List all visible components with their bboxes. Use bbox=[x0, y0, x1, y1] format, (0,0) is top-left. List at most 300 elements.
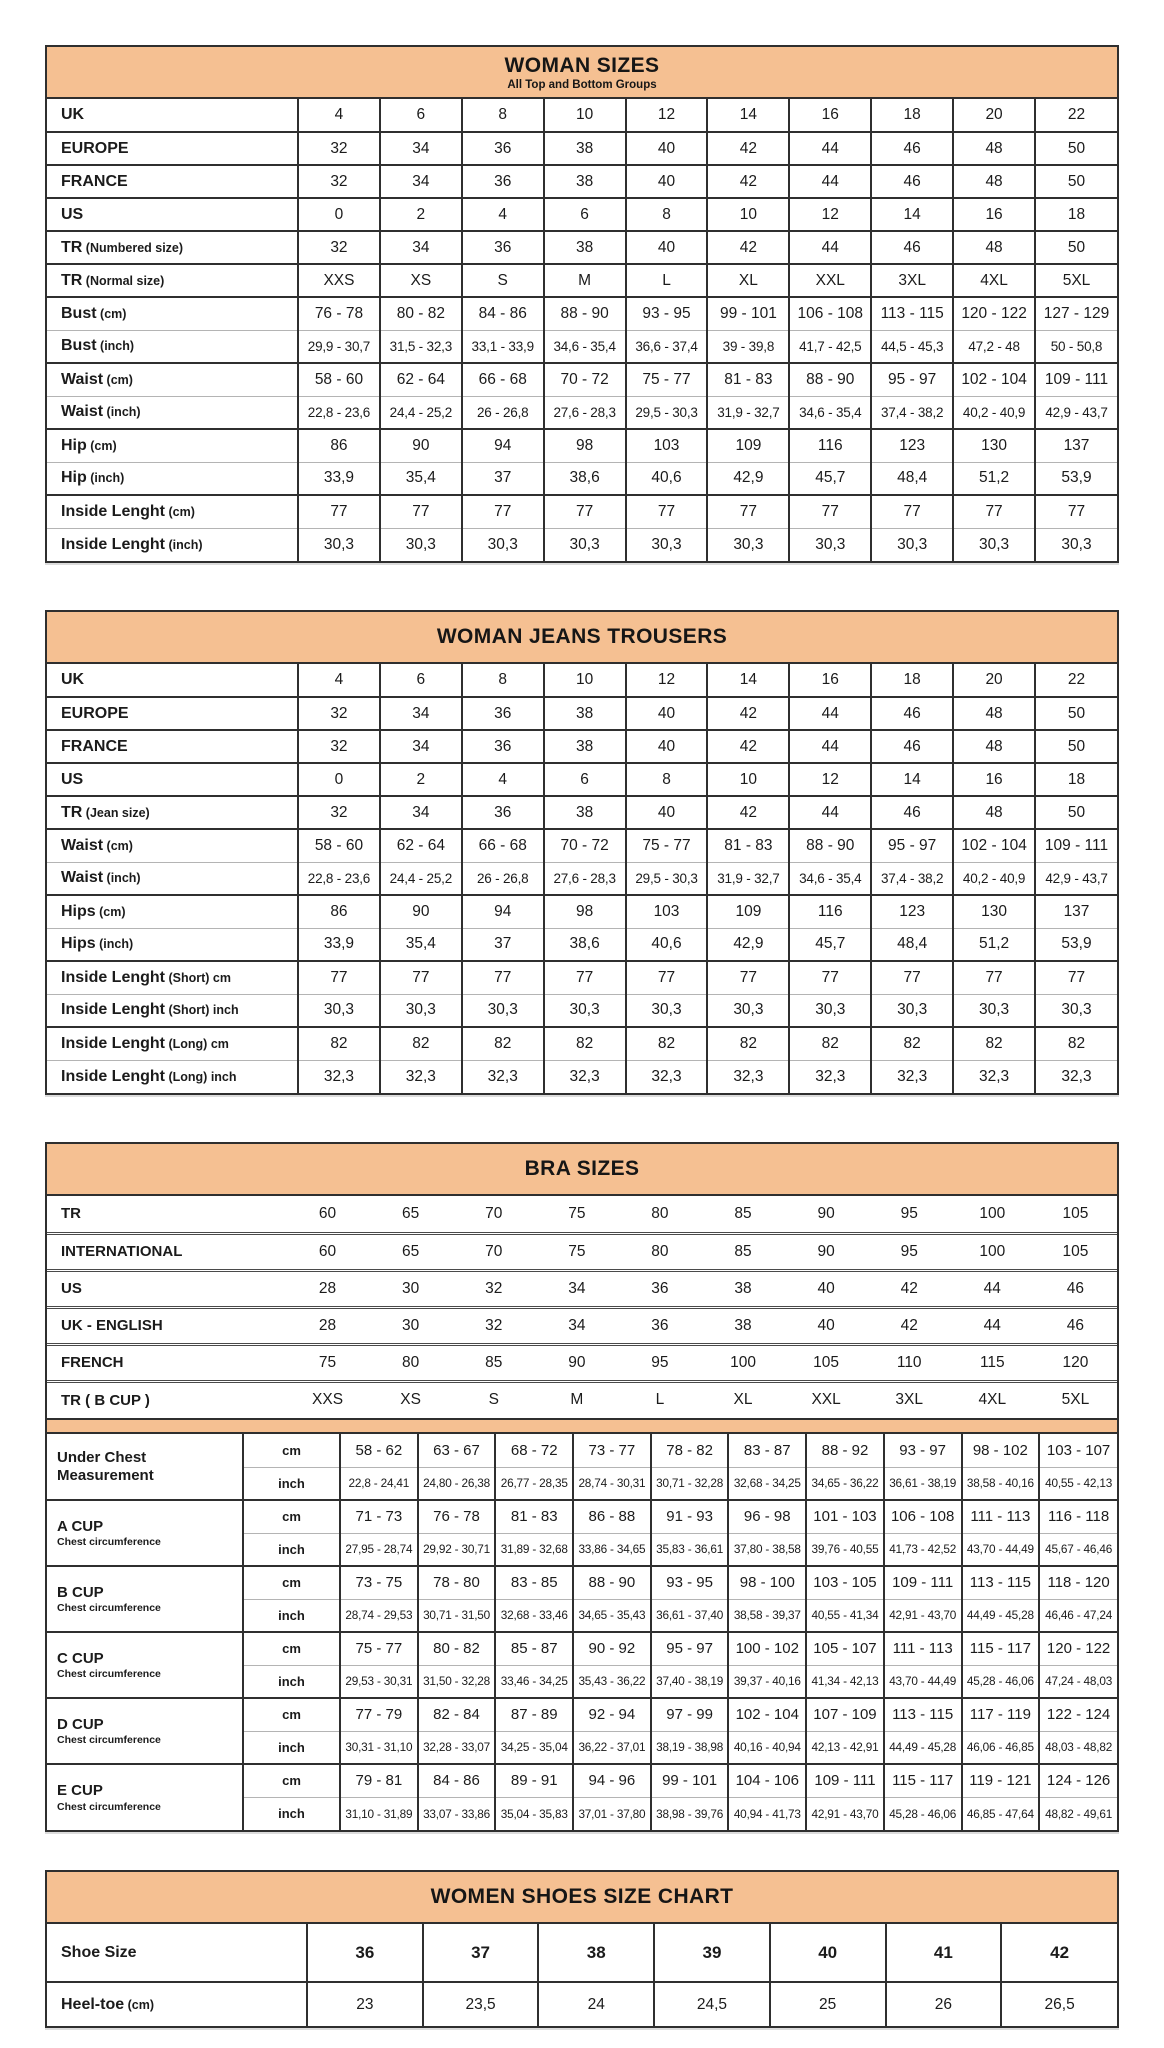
size-cell: XXS bbox=[298, 264, 380, 297]
size-cell: 98 bbox=[544, 429, 626, 462]
table-row bbox=[47, 763, 1117, 796]
size-cell: 44 bbox=[951, 1270, 1034, 1307]
size-cell: 18 bbox=[1035, 763, 1117, 796]
size-cell: 95 - 97 bbox=[871, 363, 953, 396]
women-shoes-grid bbox=[47, 1924, 1117, 2026]
size-cell: 2 bbox=[380, 763, 462, 796]
size-cell: 30,3 bbox=[707, 528, 789, 561]
size-cell: 77 bbox=[462, 495, 544, 528]
size-cell: 8 bbox=[462, 664, 544, 697]
size-cell: 95 bbox=[900, 1204, 918, 1222]
unit-label-cm: cm bbox=[243, 1500, 340, 1533]
size-cell: 41,34 - 42,13 bbox=[806, 1665, 884, 1698]
size-cell: 77 bbox=[707, 961, 789, 994]
table-row bbox=[47, 1270, 1117, 1307]
size-cell: 18 bbox=[1035, 198, 1117, 231]
size-cell: 34 bbox=[380, 730, 462, 763]
size-cell: 36,6 - 37,4 bbox=[626, 330, 708, 363]
row-label-main: UK bbox=[61, 106, 85, 123]
size-cell: 77 bbox=[626, 495, 708, 528]
size-cell: 42 bbox=[707, 132, 789, 165]
size-cell: 30,3 bbox=[789, 994, 871, 1027]
size-cell: 109 bbox=[707, 895, 789, 928]
row-label-sub: (Short) cm bbox=[165, 970, 231, 985]
size-cell: 103 - 107 bbox=[1039, 1434, 1117, 1467]
size-cell: 105 bbox=[1034, 1233, 1117, 1270]
table-row bbox=[47, 928, 1117, 961]
size-cell: 77 bbox=[626, 961, 708, 994]
table-title: WOMAN SIZES bbox=[504, 54, 660, 77]
size-cell: 70 bbox=[485, 1204, 503, 1222]
size-cell: 76 - 78 bbox=[418, 1500, 496, 1533]
size-cell: 62 - 64 bbox=[380, 363, 462, 396]
size-cell: 30,31 - 31,10 bbox=[340, 1731, 418, 1764]
size-cell: 10 bbox=[544, 664, 626, 697]
table-row bbox=[47, 396, 1117, 429]
size-cell: 24,4 - 25,2 bbox=[380, 862, 462, 895]
size-cell: XS bbox=[380, 264, 462, 297]
size-cell: 82 - 84 bbox=[418, 1698, 496, 1731]
size-cell: 32 bbox=[298, 730, 380, 763]
size-cell: 24,5 bbox=[654, 1982, 770, 2026]
size-cell: 75 - 77 bbox=[340, 1632, 418, 1665]
size-cell: 123 bbox=[871, 429, 953, 462]
table-row bbox=[47, 462, 1117, 495]
size-cell: 33,86 - 34,65 bbox=[573, 1533, 651, 1566]
size-cell: 92 - 94 bbox=[573, 1698, 651, 1731]
table-row bbox=[47, 829, 1117, 862]
unit-label-cm: cm bbox=[243, 1632, 340, 1665]
size-cell: 88 - 90 bbox=[789, 829, 871, 862]
size-cell: 116 - 118 bbox=[1039, 1500, 1117, 1533]
size-cell: 109 - 111 bbox=[806, 1764, 884, 1797]
size-cell: 30,3 bbox=[626, 528, 708, 561]
row-label-main: TR bbox=[61, 238, 83, 256]
size-cell: 0 bbox=[298, 198, 380, 231]
size-cell: 38,58 - 39,37 bbox=[728, 1599, 806, 1632]
size-cell: 26 bbox=[886, 1982, 1002, 2026]
table-row bbox=[47, 796, 1117, 829]
size-cell: 28 bbox=[286, 1270, 369, 1307]
size-cell: 58 - 60 bbox=[298, 363, 380, 396]
size-cell: 38 bbox=[701, 1270, 784, 1307]
size-cell: 28,74 - 29,53 bbox=[340, 1599, 418, 1632]
size-cell: 38 bbox=[544, 697, 626, 730]
size-cell: 80 - 82 bbox=[418, 1632, 496, 1665]
table-row bbox=[47, 1566, 1117, 1599]
size-cell: 25 bbox=[770, 1982, 886, 2026]
row-label bbox=[47, 829, 298, 862]
size-cell: 68 - 72 bbox=[495, 1434, 573, 1467]
cup-label-main: C CUP bbox=[57, 1649, 104, 1667]
size-cell: 105 bbox=[785, 1344, 868, 1381]
size-cell: 40,94 - 41,73 bbox=[728, 1797, 806, 1830]
size-cell: 36 bbox=[462, 730, 544, 763]
size-cell: 6 bbox=[544, 763, 626, 796]
size-cell: 28,74 - 30,31 bbox=[573, 1467, 651, 1500]
row-label bbox=[47, 231, 298, 264]
size-cell: 4 bbox=[462, 763, 544, 796]
size-cell: 45,7 bbox=[789, 462, 871, 495]
size-cell: 40 bbox=[785, 1270, 868, 1307]
size-cell: 113 - 115 bbox=[884, 1698, 962, 1731]
size-cell: 33,9 bbox=[298, 928, 380, 961]
table-row bbox=[47, 1381, 1117, 1418]
peach-divider bbox=[47, 1418, 1117, 1434]
size-cell: 100 bbox=[701, 1344, 784, 1381]
size-cell: 48,4 bbox=[871, 462, 953, 495]
size-cell: 33,1 - 33,9 bbox=[462, 330, 544, 363]
size-cell: 44 bbox=[951, 1307, 1034, 1344]
size-cell: 77 bbox=[544, 495, 626, 528]
size-cell: 77 bbox=[871, 961, 953, 994]
size-cell: 50 bbox=[1035, 730, 1117, 763]
size-cell: 34 bbox=[535, 1307, 618, 1344]
row-label-main: Shoe Size bbox=[61, 1943, 137, 1961]
size-cell: 116 bbox=[789, 429, 871, 462]
table-row bbox=[47, 1764, 1117, 1797]
cup-label bbox=[47, 1764, 243, 1830]
size-cell: 102 - 104 bbox=[953, 829, 1035, 862]
size-cell: 10 bbox=[707, 198, 789, 231]
size-cell: 75 - 77 bbox=[626, 363, 708, 396]
size-cell: 30,3 bbox=[544, 994, 626, 1027]
size-cell: 45,67 - 46,46 bbox=[1039, 1533, 1117, 1566]
size-cell: 111 - 113 bbox=[962, 1500, 1040, 1533]
row-label bbox=[47, 1982, 307, 2026]
row-label-main: TR bbox=[61, 271, 83, 289]
size-cell: 32,3 bbox=[626, 1060, 708, 1093]
size-cell: 66 - 68 bbox=[462, 829, 544, 862]
women-shoes-header bbox=[47, 1872, 1117, 1924]
size-cell: L bbox=[618, 1381, 701, 1418]
size-cell: 30,3 bbox=[707, 994, 789, 1027]
size-cell: 50 bbox=[1035, 165, 1117, 198]
size-cell: 31,9 - 32,7 bbox=[707, 396, 789, 429]
size-cell: 36 bbox=[618, 1307, 701, 1344]
size-cell: 42,9 bbox=[707, 462, 789, 495]
table-row bbox=[47, 330, 1117, 363]
size-cell: 81 - 83 bbox=[707, 363, 789, 396]
size-cell: 37,01 - 37,80 bbox=[573, 1797, 651, 1830]
size-cell: 48 bbox=[953, 165, 1035, 198]
size-cell: 60 bbox=[286, 1233, 369, 1270]
woman-jeans-header bbox=[47, 612, 1117, 664]
size-cell: 94 bbox=[462, 429, 544, 462]
size-cell: 82 bbox=[707, 1027, 789, 1060]
size-cell: 98 - 102 bbox=[962, 1434, 1040, 1467]
size-cell: 115 - 117 bbox=[884, 1764, 962, 1797]
size-cell: 77 bbox=[380, 495, 462, 528]
table-row bbox=[47, 429, 1117, 462]
size-cell: 44,49 - 45,28 bbox=[962, 1599, 1040, 1632]
size-cell: 46 bbox=[871, 796, 953, 829]
size-cell: 45,28 - 46,06 bbox=[884, 1797, 962, 1830]
size-cell: 20 bbox=[953, 664, 1035, 697]
table-row bbox=[47, 664, 1117, 697]
size-cell: 46 bbox=[871, 165, 953, 198]
table-title: WOMAN JEANS TROUSERS bbox=[436, 625, 728, 648]
size-cell: 62 - 64 bbox=[380, 829, 462, 862]
size-cell: 86 - 88 bbox=[573, 1500, 651, 1533]
size-cell: 109 - 111 bbox=[884, 1566, 962, 1599]
size-cell: 48,82 - 49,61 bbox=[1039, 1797, 1117, 1830]
size-cell: 53,9 bbox=[1035, 928, 1117, 961]
size-cell: 90 bbox=[380, 895, 462, 928]
size-cell: 30 bbox=[369, 1307, 452, 1344]
table-row bbox=[47, 297, 1117, 330]
size-cell: 38 bbox=[544, 132, 626, 165]
size-cell: 14 bbox=[871, 763, 953, 796]
size-cell: 82 bbox=[544, 1027, 626, 1060]
size-cell: 75 bbox=[286, 1344, 369, 1381]
size-cell: 83 - 85 bbox=[495, 1566, 573, 1599]
size-cell: 104 - 106 bbox=[728, 1764, 806, 1797]
size-cell: 12 bbox=[626, 664, 708, 697]
woman-sizes-header bbox=[47, 47, 1117, 99]
size-cell: 95 - 97 bbox=[871, 829, 953, 862]
size-cell: 32 bbox=[298, 697, 380, 730]
size-cell: 32,3 bbox=[953, 1060, 1035, 1093]
size-cell: 42,13 - 42,91 bbox=[806, 1731, 884, 1764]
size-cell: 27,6 - 28,3 bbox=[544, 396, 626, 429]
size-cell: 16 bbox=[789, 664, 871, 697]
size-cell: 34,65 - 36,22 bbox=[806, 1467, 884, 1500]
row-label bbox=[47, 297, 298, 330]
unit-label-inch: inch bbox=[243, 1665, 340, 1698]
size-cell: 103 bbox=[626, 429, 708, 462]
table-row bbox=[47, 1233, 1117, 1270]
size-cell: 35,4 bbox=[380, 462, 462, 495]
size-cell: 47,2 - 48 bbox=[953, 330, 1035, 363]
size-cell: 38 bbox=[544, 796, 626, 829]
row-label-main: Bust bbox=[61, 337, 97, 355]
size-cell: 80 - 82 bbox=[380, 297, 462, 330]
row-label-main: US bbox=[61, 205, 84, 223]
size-cell: 48 bbox=[953, 796, 1035, 829]
size-cell: 30,3 bbox=[544, 528, 626, 561]
size-cell: 32,3 bbox=[789, 1060, 871, 1093]
size-cell: 116 bbox=[789, 895, 871, 928]
size-cell: 32,3 bbox=[380, 1060, 462, 1093]
size-cell: 103 - 105 bbox=[806, 1566, 884, 1599]
size-cell: 40,6 bbox=[626, 462, 708, 495]
row-label-sub: (cm) bbox=[95, 904, 126, 919]
size-cell: 38 bbox=[701, 1307, 784, 1344]
size-cell: 40 bbox=[626, 730, 708, 763]
size-cell: 90 bbox=[817, 1204, 835, 1222]
size-cell: 22 bbox=[1035, 664, 1117, 697]
row-label-sub: (inch) bbox=[86, 471, 125, 486]
unit-label-cm: cm bbox=[243, 1566, 340, 1599]
size-cell: 109 bbox=[707, 429, 789, 462]
size-cell: 32 bbox=[298, 231, 380, 264]
size-cell: 42 bbox=[707, 730, 789, 763]
size-cell: 29,9 - 30,7 bbox=[298, 330, 380, 363]
size-cell: 127 - 129 bbox=[1035, 297, 1117, 330]
size-cell: 40,55 - 41,34 bbox=[806, 1599, 884, 1632]
size-cell: 44,49 - 45,28 bbox=[884, 1731, 962, 1764]
size-cell: 77 bbox=[953, 961, 1035, 994]
size-cell: 34,65 - 35,43 bbox=[573, 1599, 651, 1632]
size-cell: 42,9 - 43,7 bbox=[1035, 396, 1117, 429]
size-cell: 78 - 82 bbox=[651, 1434, 729, 1467]
size-cell: XS bbox=[369, 1381, 452, 1418]
cup-label-main: B CUP bbox=[57, 1583, 104, 1601]
size-cell: 34 bbox=[380, 132, 462, 165]
size-cell: 103 bbox=[626, 895, 708, 928]
size-cell: 63 - 67 bbox=[418, 1434, 496, 1467]
size-cell: 42,91 - 43,70 bbox=[884, 1599, 962, 1632]
size-cell: 48,03 - 48,82 bbox=[1039, 1731, 1117, 1764]
size-cell: 40 bbox=[785, 1307, 868, 1344]
size-cell: 23 bbox=[307, 1982, 423, 2026]
size-cell: 77 bbox=[871, 495, 953, 528]
cup-label-sub: Chest circumference bbox=[57, 1602, 161, 1615]
size-cell: 5XL bbox=[1034, 1381, 1117, 1418]
row-label-main: Inside Lenght bbox=[61, 1001, 165, 1019]
row-label: INTERNATIONAL bbox=[47, 1233, 286, 1270]
size-cell: 41 bbox=[886, 1924, 1002, 1982]
size-cell: 36,61 - 38,19 bbox=[884, 1467, 962, 1500]
size-cell: 76 - 78 bbox=[298, 297, 380, 330]
size-cell: 95 bbox=[868, 1233, 951, 1270]
size-cell: 37 bbox=[423, 1924, 539, 1982]
table-row bbox=[47, 1434, 1117, 1467]
cup-label bbox=[47, 1500, 243, 1566]
size-cell: 50 bbox=[1035, 132, 1117, 165]
unit-label-inch: inch bbox=[243, 1599, 340, 1632]
size-cell: 75 bbox=[568, 1204, 586, 1222]
size-cell: 20 bbox=[953, 99, 1035, 132]
size-cell: 31,5 - 32,3 bbox=[380, 330, 462, 363]
size-cell: 85 bbox=[452, 1344, 535, 1381]
size-cell: 22,8 - 24,41 bbox=[340, 1467, 418, 1500]
women-shoes-table bbox=[45, 1870, 1119, 2028]
size-cell: 44 bbox=[789, 697, 871, 730]
size-cell: 42,9 - 43,7 bbox=[1035, 862, 1117, 895]
size-cell: 32 bbox=[452, 1270, 535, 1307]
size-cell: 42 bbox=[868, 1307, 951, 1344]
size-cell: 109 - 111 bbox=[1035, 829, 1117, 862]
row-label-main: Inside Lenght bbox=[61, 968, 165, 986]
size-cell: 32 bbox=[298, 132, 380, 165]
size-cell: 39,37 - 40,16 bbox=[728, 1665, 806, 1698]
size-cell: 10 bbox=[707, 763, 789, 796]
size-cell: 40,6 bbox=[626, 928, 708, 961]
row-label-main: Inside Lenght bbox=[61, 1067, 165, 1085]
size-cell: 3XL bbox=[871, 264, 953, 297]
size-cell: 82 bbox=[789, 1027, 871, 1060]
size-cell: 43,70 - 44,49 bbox=[884, 1665, 962, 1698]
row-label: UK - ENGLISH bbox=[47, 1307, 286, 1344]
table-row bbox=[47, 961, 1117, 994]
size-cell: 95 bbox=[618, 1344, 701, 1381]
size-cell: 38 bbox=[544, 730, 626, 763]
size-cell: 42 bbox=[1001, 1924, 1117, 1982]
size-cell: 32,3 bbox=[871, 1060, 953, 1093]
size-cell: 4 bbox=[462, 198, 544, 231]
size-cell: 26,5 bbox=[1001, 1982, 1117, 2026]
size-cell: 105 - 107 bbox=[806, 1632, 884, 1665]
table-row bbox=[47, 1982, 1117, 2026]
size-cell: 82 bbox=[462, 1027, 544, 1060]
size-cell: 77 bbox=[298, 495, 380, 528]
size-cell: M bbox=[544, 264, 626, 297]
size-cell: 82 bbox=[1035, 1027, 1117, 1060]
size-cell: 30 bbox=[369, 1270, 452, 1307]
size-cell: 30,71 - 31,50 bbox=[418, 1599, 496, 1632]
size-cell: 6 bbox=[544, 198, 626, 231]
row-label-sub: (inch) bbox=[95, 937, 134, 952]
cup-label-main: D CUP bbox=[57, 1715, 104, 1733]
size-cell: 119 - 121 bbox=[962, 1764, 1040, 1797]
size-cell: 96 - 98 bbox=[728, 1500, 806, 1533]
size-cell: 30,3 bbox=[1035, 994, 1117, 1027]
table-row bbox=[47, 363, 1117, 396]
table-row bbox=[47, 895, 1117, 928]
size-cell: 36 bbox=[462, 165, 544, 198]
size-cell: 120 - 122 bbox=[953, 297, 1035, 330]
row-label-main: Heel-toe bbox=[61, 1995, 125, 2013]
row-label bbox=[47, 763, 298, 796]
size-cell: 51,2 bbox=[953, 928, 1035, 961]
size-cell: 31,50 - 32,28 bbox=[418, 1665, 496, 1698]
size-cell: 75 bbox=[535, 1233, 618, 1270]
size-cell: 29,92 - 30,71 bbox=[418, 1533, 496, 1566]
size-cell: 77 bbox=[789, 961, 871, 994]
row-label-sub: (Numbered size) bbox=[82, 240, 184, 255]
row-label bbox=[47, 697, 298, 730]
size-cell: 42,91 - 43,70 bbox=[806, 1797, 884, 1830]
size-cell: 34,6 - 35,4 bbox=[789, 862, 871, 895]
row-label-sub: (inch) bbox=[103, 405, 141, 420]
row-label: FRENCH bbox=[47, 1344, 286, 1381]
row-label-sub: (cm) bbox=[86, 438, 117, 453]
size-cell: 46 bbox=[1034, 1307, 1117, 1344]
size-cell: 65 bbox=[402, 1204, 420, 1222]
row-label bbox=[47, 1027, 298, 1060]
row-label bbox=[47, 132, 298, 165]
row-label bbox=[47, 994, 298, 1027]
row-label bbox=[47, 1060, 298, 1093]
table-row bbox=[47, 1698, 1117, 1731]
table-row bbox=[47, 1500, 1117, 1533]
size-cell: 29,5 - 30,3 bbox=[626, 396, 708, 429]
size-cell: 33,9 bbox=[298, 462, 380, 495]
size-cell: 36 bbox=[462, 132, 544, 165]
size-cell: 98 bbox=[544, 895, 626, 928]
table-row bbox=[47, 1344, 1117, 1381]
size-cell: 42 bbox=[707, 796, 789, 829]
size-cell: XXS bbox=[286, 1381, 369, 1418]
size-cell: 102 - 104 bbox=[953, 363, 1035, 396]
size-cell: 113 - 115 bbox=[871, 297, 953, 330]
size-cell: 14 bbox=[707, 99, 789, 132]
size-cell: 122 - 124 bbox=[1039, 1698, 1117, 1731]
size-cell: 22 bbox=[1035, 99, 1117, 132]
size-cell: 123 bbox=[871, 895, 953, 928]
size-cell: 4XL bbox=[953, 264, 1035, 297]
size-cell: 100 - 102 bbox=[728, 1632, 806, 1665]
size-cell: 77 bbox=[789, 495, 871, 528]
row-label-main: FRANCE bbox=[61, 172, 128, 190]
cup-label bbox=[47, 1434, 243, 1500]
size-cell: 30,3 bbox=[462, 528, 544, 561]
size-cell: 40 bbox=[626, 231, 708, 264]
unit-label-cm: cm bbox=[243, 1764, 340, 1797]
size-cell: 70 bbox=[452, 1233, 535, 1270]
